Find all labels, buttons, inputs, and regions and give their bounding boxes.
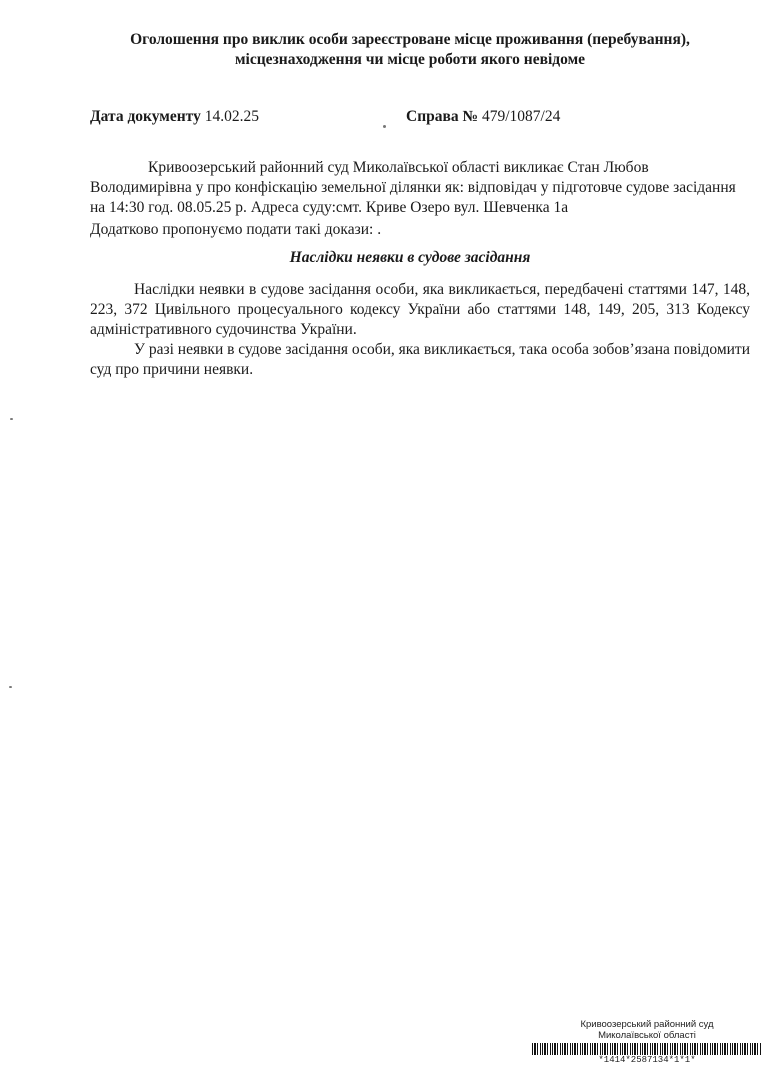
- title-line-2: місцезнаходження чи місце роботи якого невідоме: [234, 51, 586, 68]
- evidence-request: Додатково пропонуємо подати такі докази: .: [90, 221, 382, 238]
- barcode-text: *1414*2587134*1*1*: [598, 1055, 696, 1065]
- case-value: 479/1087/24: [481, 108, 561, 125]
- scan-speck: [9, 686, 12, 688]
- date-value: 14.02.25: [204, 108, 259, 125]
- consequences-paragraph-1: Наслідки неявки в судове засідання особи, яка викликається, передбачені статтями 147, 148, 223, 372 Цивільного процесуального кодексу України або статтями 148, 149, 205, 313 Кодексу адміністративного судочинства України.: [90, 281, 750, 338]
- summons-line-2: Володимирівна у про конфіскацію земельної ділянки як: відповідач у підготовче судове засідання: [90, 179, 736, 196]
- scan-speck: [10, 418, 13, 420]
- title-line-1: Оголошення про виклик особи зареєстроване місце проживання (перебування),: [130, 31, 690, 48]
- case-number: [406, 108, 560, 126]
- consequences-paragraph-2: У разі неявки в судове засідання особи, яка викликається, така особа зобов’язана повідомити суд про причини неявки.: [90, 341, 750, 378]
- document-date: [90, 108, 259, 126]
- case-label: Справа №: [406, 108, 479, 125]
- consequences-text: [90, 280, 750, 380]
- stamp-line-1: Кривоозерський районний суд: [580, 1019, 714, 1030]
- summons-line-3: на 14:30 год. 08.05.25 р. Адреса суду:смт. Криве Озеро вул. Шевченка 1а: [90, 199, 569, 216]
- barcode: [532, 1043, 762, 1055]
- document-title: [60, 30, 760, 70]
- date-label: Дата документу: [90, 108, 201, 125]
- summons-line-1: Кривоозерський районний суд Миколаївської області викликає Стан Любов: [148, 159, 649, 176]
- stamp-line-2: Миколаївської області: [598, 1030, 696, 1041]
- document-meta: [90, 108, 730, 128]
- court-stamp: [528, 1019, 766, 1041]
- summons-text: [90, 158, 750, 218]
- section-heading: Наслідки неявки в судове засідання: [289, 249, 531, 266]
- scan-speck: [383, 125, 386, 128]
